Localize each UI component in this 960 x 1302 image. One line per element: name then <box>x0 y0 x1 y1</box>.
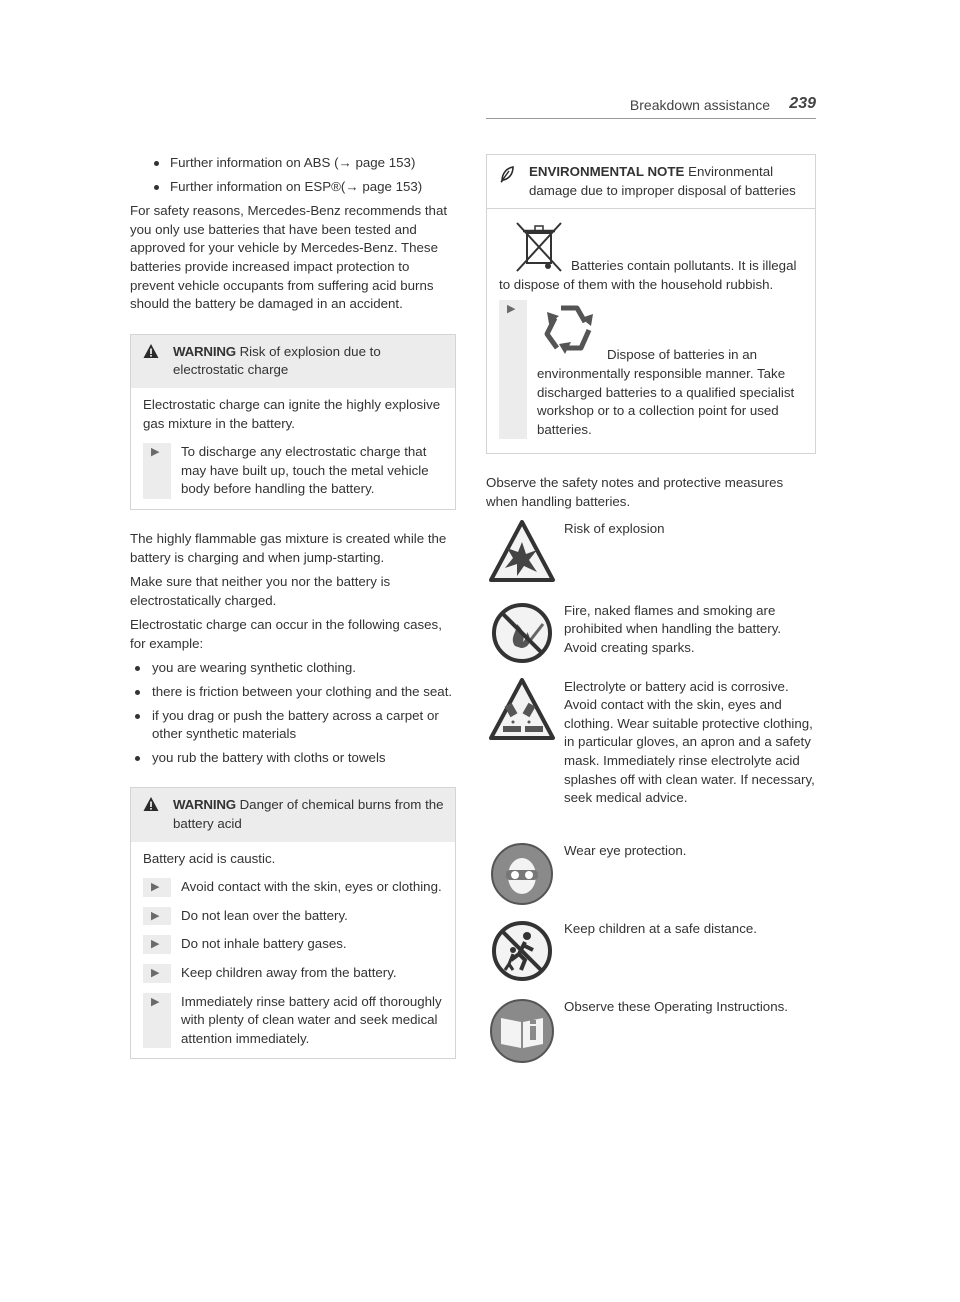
step-text: Do not lean over the battery. <box>181 907 348 923</box>
step-arrow-icon: ▶ <box>143 907 171 926</box>
step-content <box>537 300 805 439</box>
note-keyword: ENVIRONMENTAL NOTE <box>529 164 685 179</box>
page-number: 239 <box>789 95 816 112</box>
pollutants-text: Batteries contain pollutants. It is illegal to dispose of them with the household rubbish. <box>499 258 797 292</box>
warning-box-explosion <box>130 334 456 510</box>
symbol-text: Risk of explosion <box>564 520 665 536</box>
operating-instructions-icon <box>486 998 558 1064</box>
warning-keyword: WARNING <box>173 343 236 359</box>
instruction-step <box>143 964 445 983</box>
environment-leaf-icon <box>499 165 515 183</box>
list-item: if you drag or push the battery across a carpet or other synthetic materials <box>130 707 456 744</box>
corrosive-icon <box>486 678 558 740</box>
symbol-text: Keep children at a safe distance. <box>564 920 757 936</box>
step-arrow-icon: ▶ <box>143 964 171 983</box>
warning-body <box>131 842 455 1059</box>
left-column <box>130 154 456 1079</box>
instruction-step <box>143 878 445 897</box>
step-text: Do not inhale battery gases. <box>181 936 347 952</box>
step-text: Keep children away from the battery. <box>181 965 397 980</box>
page-header <box>486 96 816 119</box>
paragraph-cases: Electrostatic charge can occur in the following cases, for example: <box>130 617 442 651</box>
warning-title: Danger of chemical burns from the battery acid <box>173 797 444 832</box>
warning-text: Battery acid is caustic. <box>143 850 276 866</box>
paragraph-electrostatic: Make sure that neither you nor the battery is electrostatically charged. <box>130 574 391 608</box>
step-text: Immediately rinse battery acid off thoroughly with plenty of clean water and seek medical attention immediately. <box>181 993 442 1046</box>
symbol-text: Observe these Operating Instructions. <box>564 998 788 1014</box>
step-text: Avoid contact with the skin, eyes or clothing. <box>181 879 442 895</box>
symbol-text: Wear eye protection. <box>564 842 687 858</box>
symbol-row <box>486 678 816 828</box>
instruction-step <box>143 443 445 499</box>
step-arrow-icon: ▶ <box>143 878 171 897</box>
step-arrow-icon: ▶ <box>143 935 171 954</box>
explosion-icon <box>486 520 558 582</box>
paragraph-gas-mixture: The highly flammable gas mixture is created while the battery is charging and when jump-starting. <box>130 530 447 565</box>
section-title: Breakdown assistance <box>629 97 770 113</box>
instruction-step <box>499 300 805 439</box>
symbol-row <box>486 602 816 664</box>
step-text: Dispose of batteries in an environmentally responsible manner. Take discharged batteries to a qualified specialist workshop or to a collection point for used batteries. <box>537 347 795 437</box>
step-arrow-icon: ▶ <box>143 443 171 499</box>
right-column <box>486 154 816 1078</box>
note-title: Environmental damage due to improper disposal of batteries <box>529 164 796 198</box>
warning-title: Risk of explosion due to electrostatic charge <box>173 343 381 378</box>
warning-text: Electrostatic charge can ignite the highly explosive gas mixture in the battery. <box>143 396 441 431</box>
warning-body <box>131 388 455 509</box>
environmental-note-header <box>487 155 815 209</box>
instruction-step <box>143 935 445 954</box>
eye-protection-icon <box>486 842 558 906</box>
environmental-note-box <box>486 154 816 454</box>
list-item: there is friction between your clothing and the seat. <box>130 683 456 702</box>
step-text: To discharge any electrostatic charge that may have built up, touch the metal vehicle body before handling the battery. <box>181 444 429 497</box>
observe-paragraph: Observe the safety notes and protective measures when handling batteries. <box>486 475 784 509</box>
step-arrow-icon: ▶ <box>143 993 171 1049</box>
info-links-list <box>130 154 456 196</box>
warning-triangle-icon <box>143 343 159 359</box>
list-item: you are wearing synthetic clothing. <box>130 659 456 678</box>
cases-list <box>130 659 456 767</box>
no-flames-icon <box>486 602 558 664</box>
esp-info-link[interactable]: Further information on ESP®(→ page 153) <box>130 178 456 197</box>
symbol-row <box>486 842 816 906</box>
warning-triangle-icon <box>143 796 159 812</box>
symbol-row <box>486 920 816 984</box>
symbol-text: Electrolyte or battery acid is corrosive. Avoid contact with the skin, eyes and clothing. Wear suitable protective clothing, in particular gloves, an apron and a safety mask. Immediately rinse electrolyte acid splashes off with clean water. If necessary, seek medical advice. <box>564 678 815 806</box>
intro-paragraph: For safety reasons, Mercedes-Benz recommends that you only use batteries that have been tested and approved for your vehicle by Mercedes-Benz. These batteries provide increased impact protection to prevent vehicle occupants from suffering acid burns should the battery be damaged in an accident. <box>130 203 448 312</box>
symbol-row <box>486 520 816 588</box>
symbol-text: Fire, naked flames and smoking are prohibited when handling the battery. Avoid creating sparks. <box>564 602 782 655</box>
symbol-row <box>486 998 816 1064</box>
list-item: you rub the battery with cloths or towels <box>130 749 456 768</box>
warning-header <box>131 335 455 388</box>
environmental-note-body <box>487 209 815 453</box>
abs-info-link[interactable]: Further information on ABS (→ page 153) <box>130 154 456 173</box>
keep-children-away-icon <box>486 920 558 982</box>
warning-keyword: WARNING <box>173 797 236 813</box>
warning-box-acid <box>130 787 456 1059</box>
instruction-step <box>143 907 445 926</box>
step-arrow-icon: ▶ <box>499 300 527 439</box>
instruction-step <box>143 993 445 1049</box>
warning-header <box>131 788 455 841</box>
